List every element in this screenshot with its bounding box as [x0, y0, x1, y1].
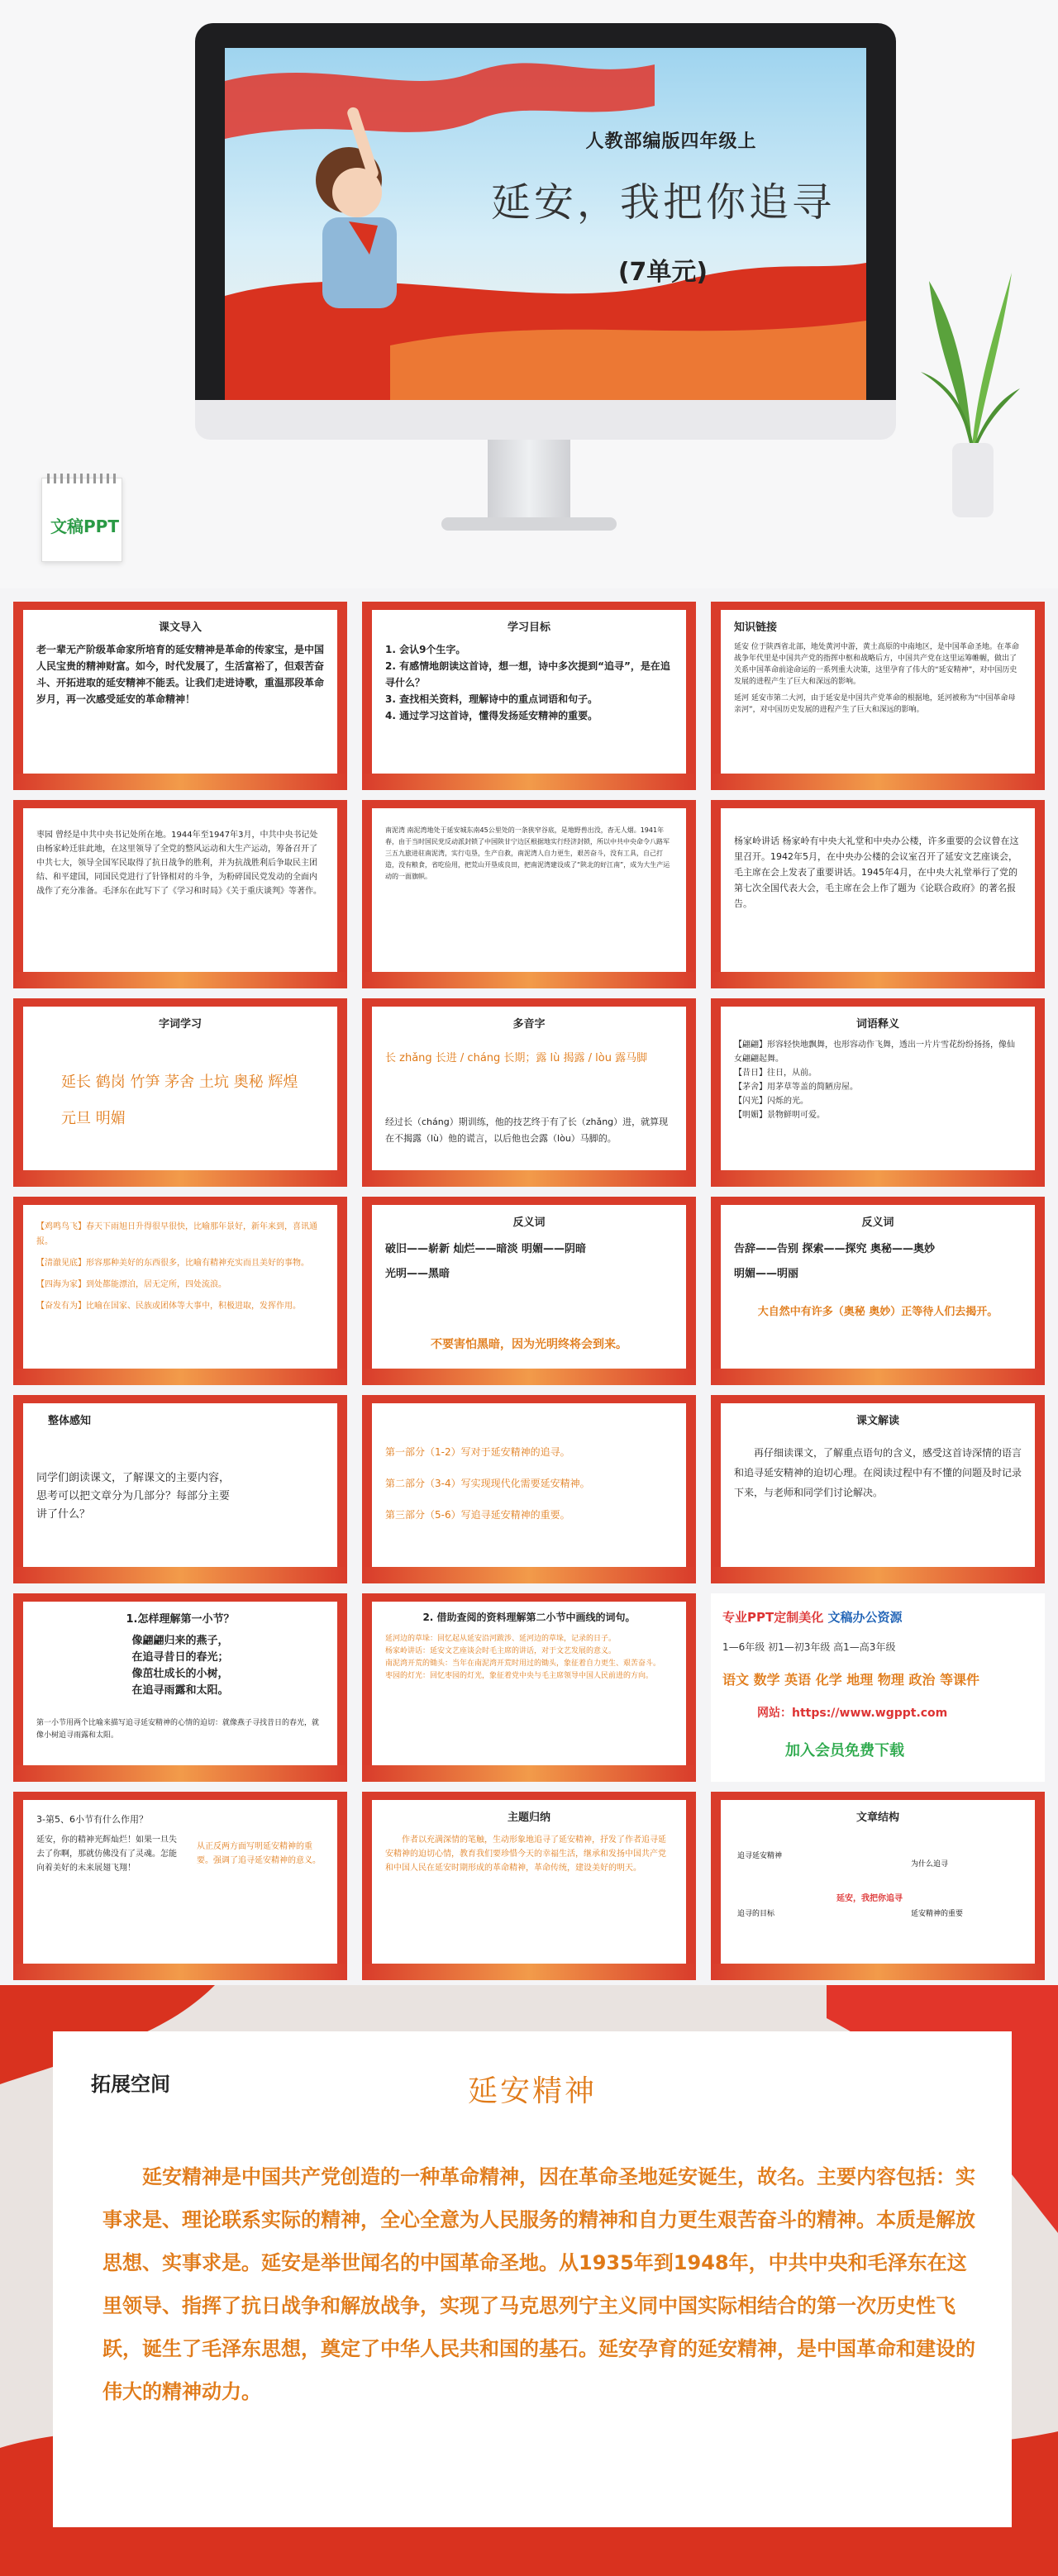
slide-title: 课文导入 — [158, 621, 202, 634]
part-item: 第三部分（5-6）写追寻延安精神的重要。 — [385, 1509, 570, 1521]
slide-zaoyuan — [13, 800, 347, 988]
slide-title: 课文解读 — [855, 1415, 899, 1427]
ad-grades: 1—6年级 初1—初3年级 高1—高3年级 — [722, 1641, 896, 1653]
plant-graphic — [921, 248, 1020, 521]
slide-text: 老一辈无产阶级革命家所培育的延安精神是革命的传家宝，是中国人民宝贵的精神财富。如今，时代发展了，生活富裕了，但艰苦奋斗、开拓进取的延安精神不能丢。让我们走进诗歌，重温那段革命岁月，再一次感受延安的革命精神！ — [36, 644, 325, 705]
slide-footer — [13, 1964, 347, 1980]
slide-knowledge — [711, 602, 1045, 790]
ad-brand: 文稿办公资源 — [827, 1610, 903, 1625]
extension-card — [53, 2031, 1012, 2527]
slide-footer — [13, 1765, 347, 1782]
slide-goals — [362, 602, 696, 790]
slide-footer — [362, 1170, 696, 1187]
analysis-item: 南泥湾开荒的锄头：当年在南泥湾开荒时用过的锄头，象征着自力更生、艰苦奋斗。 — [385, 1659, 661, 1668]
antonym-row: 告辞——告别 探索——探究 奥秘——奥妙 — [734, 1243, 936, 1255]
slide-title: 字词学习 — [158, 1018, 202, 1031]
slide-title: 整体感知 — [48, 1415, 92, 1427]
slide-text: 枣园 曾经是中共中央书记处所在地。1944年至1947年3月，中共中央书记处由杨家岭迁驻此地，在这里领导了全党的整风运动和大生产运动，筹备召开了中共七大，领导全国军民取得了抗日战争的胜利，并为抗战胜利后争取民主团结、和平建国，同国民党进行了针锋相对的斗争，为粉碎国民党发动的全面内战作了充分准备。毛泽东在此写下了《学习和时局》《关于重庆谈判》等著作。 — [36, 831, 322, 896]
slide-footer — [711, 972, 1045, 988]
poem-line: 像翩翩归来的燕子， — [131, 1635, 229, 1647]
slide-footer — [711, 1170, 1045, 1187]
slide-polyphone — [362, 998, 696, 1187]
slide-body: 作者以充满深情的笔触，生动形象地追寻了延安精神，抒发了作者追寻延安精神的迫切心情，教育我们要珍惜今天的幸福生活，继承和发扬中国共产党和中国人民在延安时期形成的革命精神，革命传统，建设美好的明天。 — [385, 1836, 666, 1873]
slide-title: 1.怎样理解第一小节？ — [126, 1613, 235, 1626]
slide-title: 反义词 — [861, 1217, 894, 1229]
desk-calendar — [41, 478, 122, 562]
title-slide — [225, 48, 866, 400]
slide-footer — [711, 1567, 1045, 1583]
analysis-item: 枣园的灯光：回忆枣园的灯光，象征着党中央与毛主席领导中国人民前进的方向。 — [385, 1672, 654, 1680]
slide-footer — [362, 1765, 696, 1782]
definition-item: 【明媚】景物鲜明可爱。 — [734, 1111, 825, 1120]
slide-footer — [711, 1964, 1045, 1980]
slide-definitions — [711, 998, 1045, 1187]
brand-logo: 文稿PPT — [50, 517, 119, 536]
ad-join-button[interactable]: 加入会员免费下载 — [785, 1742, 904, 1759]
slide-footer — [13, 1567, 347, 1583]
slide-vocab — [13, 998, 347, 1187]
hero-section — [0, 0, 1058, 588]
antonym-row: 明媚——明丽 — [734, 1268, 799, 1280]
goal-item: 2. 有感情地朗读这首诗，想一想，诗中多次提到“追寻”，是在追寻什么？ — [385, 660, 670, 688]
slide-parts — [362, 1395, 696, 1583]
slide-title: 文章结构 — [855, 1812, 899, 1824]
extension-section — [0, 1985, 1058, 2576]
slide-footer — [362, 1964, 696, 1980]
antonym-row: 光明——黑暗 — [385, 1268, 450, 1280]
slide-body — [36, 641, 324, 707]
ad-subjects: 语文 数学 英语 化学 地理 物理 政治 等课件 — [722, 1672, 979, 1688]
slide-body — [385, 1436, 673, 1531]
slide-body: 同学们朗读课文，了解课文的主要内容，思考可以把文章分为几部分？每部分主要讲了什么？ — [36, 1472, 231, 1521]
slide-title: 2. 借助查阅的资料理解第二小节中画线的词句。 — [422, 1612, 636, 1623]
monitor-chin — [195, 400, 896, 440]
poem-line: 在追寻昔日的春光； — [131, 1651, 229, 1664]
poem-line: 在追寻雨露和太阳。 — [131, 1684, 229, 1697]
slide-footer — [13, 972, 347, 988]
goal-item: 4. 通过学习这首诗，懂得发扬延安精神的重要。 — [385, 710, 598, 721]
lesson-title: 延安，我把你追寻 — [490, 179, 835, 226]
slide-body — [734, 641, 1022, 716]
unit-label: (7单元) — [617, 258, 708, 287]
slide-footer — [13, 1170, 347, 1187]
slide-title: 主题归纳 — [507, 1812, 550, 1824]
slide-body: 再仔细读课文，了解重点语句的含义，感受这首诗深情的语言和追寻延安精神的迫切心理。在阅读过程中有不懂的问题及时记录下来，与老师和同学们讨论解决。 — [734, 1447, 1022, 1498]
slide-body — [385, 1633, 673, 1683]
structure-node: 延安精神的重要 — [911, 1910, 964, 1918]
poem-line: 像茁壮成长的小树， — [131, 1668, 229, 1680]
analysis-item: 延河边的草垛：回忆起从延安沿河跋涉、延河边的草垛，记录的日子。 — [385, 1635, 617, 1643]
slide-footer — [362, 1369, 696, 1385]
polyphone-pairs: 长 zhǎng 长进 / cháng 长期；露 lù 揭露 / lòu 露马脚 — [385, 1052, 648, 1064]
antonym-row: 破旧——崭新 灿烂——暗淡 明媚——阴暗 — [385, 1243, 587, 1255]
slide-body — [734, 833, 1022, 912]
structure-node: 追寻延安精神 — [737, 1852, 783, 1860]
definition-item: 【闪光】闪烁的光。 — [734, 1097, 808, 1106]
slide-section-3 — [13, 1792, 347, 1980]
slide-idioms — [13, 1197, 347, 1385]
structure-node: 为什么追寻 — [911, 1860, 949, 1869]
antonym-sentence: 不要害怕黑暗，因为光明终将会到来。 — [431, 1338, 627, 1351]
slide-nanniwan — [362, 800, 696, 988]
slide-body — [36, 828, 324, 898]
ad-website-link[interactable]: 网站：https://www.wgppt.com — [757, 1707, 948, 1720]
slide-body — [36, 1220, 324, 1314]
slide-yangjialing — [711, 800, 1045, 988]
part-item: 第二部分（3-4）写实现现代化需要延安精神。 — [385, 1478, 590, 1489]
part-item: 第一部分（1-2）写对于延安精神的追寻。 — [385, 1446, 570, 1458]
section-tag: 拓展空间 — [91, 2073, 170, 2096]
publisher-label: 人教部编版四年级上 — [585, 131, 757, 152]
monitor-stand — [488, 440, 570, 519]
slide-footer — [711, 774, 1045, 790]
slide-text: 延河 延安市第二大河，由于延安是中国共产党革命的根据地，延河被称为“中国革命母亲河”，对中国历史发展的进程产生了巨大和深远的影响。 — [734, 694, 1016, 714]
slide-question: 3-第5、6小节有什么作用？ — [36, 1814, 148, 1825]
slide-footer — [13, 1369, 347, 1385]
calendar-rings — [47, 474, 117, 483]
ad-banner — [711, 1593, 1045, 1782]
slide-footer — [711, 1369, 1045, 1385]
slide-title: 反义词 — [512, 1217, 546, 1229]
ad-headline-text: 专业PPT定制美化 — [722, 1610, 824, 1625]
section-title: 延安精神 — [467, 2074, 597, 2108]
slide-section-1 — [13, 1593, 347, 1782]
slide-intro — [13, 602, 347, 790]
slide-title: 多音字 — [512, 1018, 546, 1031]
goal-item: 1. 会认9个生字。 — [385, 644, 466, 655]
slide-title: 词语释义 — [855, 1018, 899, 1031]
structure-node: 延安，我把你追寻 — [836, 1894, 903, 1903]
definition-item: 【翩翩】形容轻快地飘舞，也形容动作飞舞，透出一片片雪花纷纷扬扬，像仙女翩翩起舞。 — [734, 1040, 1015, 1064]
idiom-item: 【清澈见底】形容那种美好的东西很多，比喻有精神充实而且美好的事物。 — [36, 1259, 309, 1268]
slide-section-2 — [362, 1593, 696, 1782]
slide-footer — [362, 972, 696, 988]
slide-footer — [362, 774, 696, 790]
slide-body — [385, 825, 673, 883]
antonym-sentence: 大自然中有许多（奥秘 奥妙）正等待人们去揭开。 — [757, 1306, 998, 1318]
poem-lines — [36, 1633, 324, 1699]
ad-headline — [722, 1608, 902, 1626]
monitor-base — [441, 517, 617, 531]
slide-title: 知识链接 — [734, 621, 778, 634]
definition-item: 【茅舍】用茅草等盖的简陋房屋。 — [734, 1083, 858, 1092]
idiom-item: 【鸡鸣鸟飞】春天下雨旭日升得很早很快，比喻那年景好，新年来到，喜讯通报。 — [36, 1222, 317, 1246]
vocab-words: 延长 鹤岗 竹笋 茅舍 土坑 奥秘 辉煌 元旦 明媚 — [61, 1074, 298, 1127]
structure-node: 追寻的目标 — [737, 1910, 775, 1918]
analysis-item: 杨家岭讲话：延安文艺座谈会时毛主席的讲话，对于文艺发展的意义。 — [385, 1647, 617, 1655]
slide-text: 南泥湾 南泥湾地处于延安城东南45公里处的一条狭窄谷底，是地野兽出没，杳无人烟。1941年春，由于当时国民党反动派封锁了中国陕甘宁边区根据地实行经济封锁，所以中共中央命令八路军三五九旅进驻南泥湾，实行屯垦，生产自救，南泥湾人自力更生，艰苦奋斗，没有工具，自己打造，没有粮食，省吃俭用，把荒山开垦成良田，把南泥湾建设成了“陕北的好江南”，成为大生产运动的一面旗帜。 — [385, 826, 670, 880]
slide-body — [734, 1038, 1022, 1122]
idiom-item: 【四海为家】到处都能漂泊，居无定所，四处流浪。 — [36, 1280, 226, 1289]
analysis-text: 从正反两方面写明延安精神的重要。强调了追寻延安精神的意义。 — [197, 1842, 321, 1865]
slide-theme — [362, 1792, 696, 1980]
slide-title: 学习目标 — [507, 621, 550, 634]
slide-antonym-1 — [362, 1197, 696, 1385]
slide-structure — [711, 1792, 1045, 1980]
section-text: 延安精神是中国共产党创造的一种革命精神，因在革命圣地延安诞生，故名。主要内容包括：实事求是、理论联系实际的精神，全心全意为人民服务的精神和自力更生艰苦奋斗的精神。本质是解放思想、实事求是。延安是举世闻名的中国革命圣地。从1935年到1948年，中共中央和毛泽东在这里领导、指挥了抗日战争和解放战争，实现了马克思列宁主义同中国实际相结合的第一次历史性飞跃，诞生了毛泽东思想，奠定了中华人民共和国的基石。延安孕育的延安精神，是中国革命和建设的伟大的精神动力。 — [102, 2165, 975, 2403]
definition-item: 【昔日】往日，从前。 — [734, 1069, 817, 1078]
idiom-item: 【奋发有为】比喻在国家、民族或团体等大事中，积极进取，发挥作用。 — [36, 1302, 301, 1311]
slide-overview — [13, 1395, 347, 1583]
slide-footer — [362, 1567, 696, 1583]
slide-text: 延安 位于陕西省北部，地处黄河中游，黄土高原的中南地区，是中国革命圣地。在革命战争年代里是中国共产党的指挥中枢和战略后方，中国共产党在这里运筹帷幄，做出了关系中国革命前途命运的一系列重大决策，这里孕育了伟大的“延安精神”，对中国历史发展的进程产生了巨大和深远的影响。 — [734, 643, 1019, 686]
slide-reading — [711, 1395, 1045, 1583]
slide-footer — [13, 774, 347, 790]
goal-item: 3. 查找相关资料，理解诗中的重点词语和句子。 — [385, 693, 598, 705]
slide-antonym-2 — [711, 1197, 1045, 1385]
analysis-text: 第一小节用两个比喻来描写追寻延安精神的心情的迫切：就像燕子寻找昔日的春光，就像小树追寻雨露和太阳。 — [36, 1719, 320, 1740]
slide-body — [385, 641, 673, 724]
slide-text: 杨家岭讲话 杨家岭有中央大礼堂和中央办公楼，许多重要的会议曾在这里召开。1942年5月，在中央办公楼的会议室召开了延安文艺座谈会，毛主席在会上发表了重要讲话。1945年4月，在中央大礼堂举行了党的第七次全国代表大会，毛主席在会上作了题为《论联合政府》的著名报告。 — [734, 836, 1019, 909]
poem-excerpt: 延安，你的精神光辉灿烂！如果一旦失去了你啊，那就仿佛没有了灵魂。怎能向着美好的未来展翅飞翔！ — [36, 1836, 177, 1873]
polyphone-example: 经过长（cháng）期训练，他的技艺终于有了长（zhǎng）进，就算现在不揭露（lù）他的谎言，以后他也会露（lòu）马脚的。 — [385, 1117, 669, 1144]
